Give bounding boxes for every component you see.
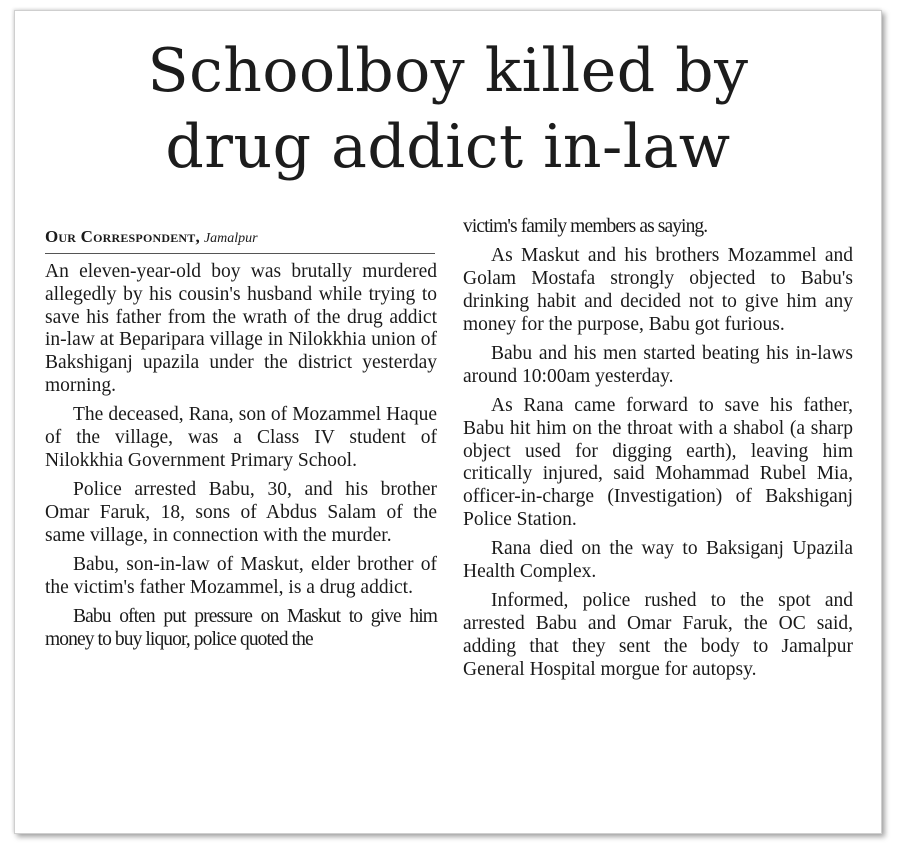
paragraph: Police arrested Babu, 30, and his brother Omar Faruk, 18, sons of Abdus Salam of the same village, in connection with the murder. xyxy=(45,479,437,546)
paragraph: An eleven-year-old boy was brutally murdered allegedly by his cousin's husband while trying to save his father from the wrath of the drug addict in-law at Beparipara village in Nilokkhia union of Bakshiganj upazila under the district yesterday morning. xyxy=(45,261,437,396)
paragraph: victim's family members as saying. xyxy=(463,216,708,237)
article-column-left xyxy=(45,261,437,658)
paragraph: As Rana came forward to save his father, Babu hit him on the throat with a shabol (a sharp object used for digging earth), leaving him critically injured, said Mohammad Rubel Mia, officer-in-charge (Investigation) of Bakshiganj Police Station. xyxy=(463,395,853,531)
article-column-right xyxy=(463,216,853,688)
news-clipping xyxy=(14,10,882,834)
paragraph: Babu and his men started beating his in-laws around 10:00am yesterday. xyxy=(463,342,853,387)
paragraph: Babu often put pressure on Maskut to give him money to buy liquor, police quoted the xyxy=(45,606,437,650)
byline-place: Jamalpur xyxy=(203,231,258,246)
paragraph: The deceased, Rana, son of Mozammel Haque of the village, was a Class IV student of Nilokkhia Government Primary School. xyxy=(45,404,437,471)
headline xyxy=(15,33,881,185)
paragraph: Informed, police rushed to the spot and arrested Babu and Omar Faruk, the OC said, adding that they sent the body to Jamalpur General Hospital morgue for autopsy. xyxy=(463,590,853,680)
headline-line-2: drug addict in-law xyxy=(165,112,731,182)
paragraph: Rana died on the way to Baksiganj Upazila Health Complex. xyxy=(463,538,853,583)
byline-name: Our Correspondent, xyxy=(45,227,200,246)
byline xyxy=(45,227,435,254)
paragraph: Babu, son-in-law of Maskut, elder brother of the victim's father Mozammel, is a drug addict. xyxy=(45,554,437,598)
paragraph: As Maskut and his brothers Mozammel and Golam Mostafa strongly objected to Babu's drinking habit and decided not to give him any money for the purpose, Babu got furious. xyxy=(463,245,853,335)
headline-line-1: Schoolboy killed by xyxy=(147,36,749,106)
